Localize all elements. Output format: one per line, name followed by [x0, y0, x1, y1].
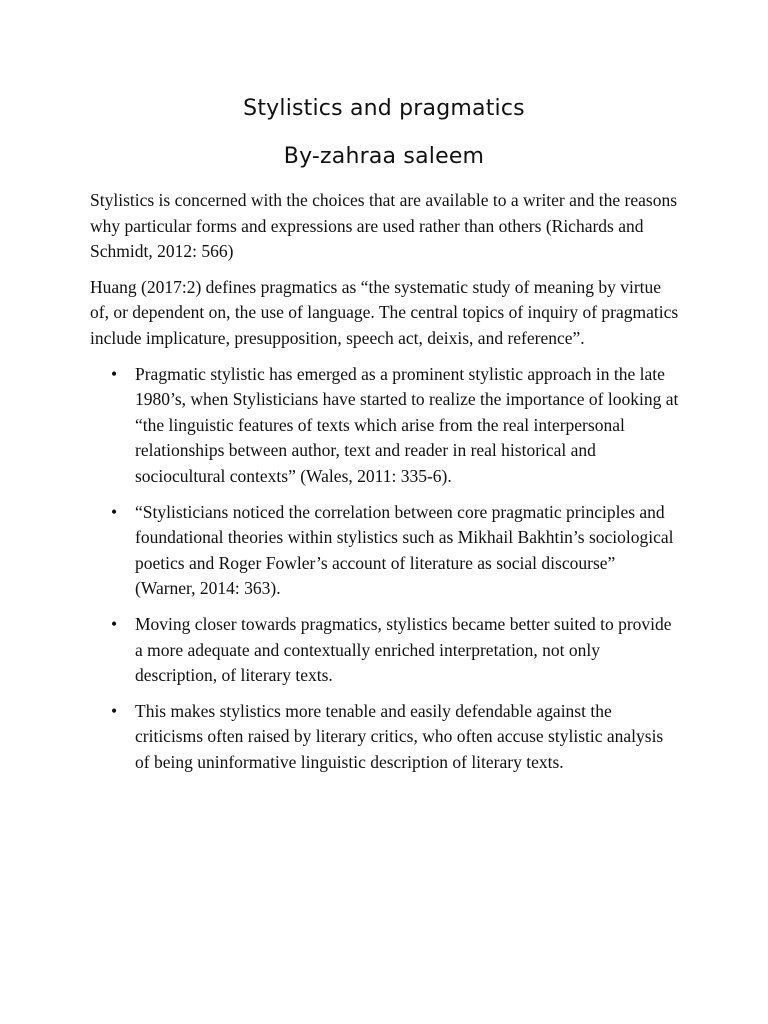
bullet-icon: •	[111, 700, 118, 721]
bullet-list	[90, 362, 680, 776]
bullet-text: Moving closer towards pragmatics, stylistics became better suited to provide a more adequate and contextually enriched interpretation, not only description, of literary texts.	[135, 613, 672, 686]
document-author: By-zahraa saleem	[283, 144, 485, 169]
bullet-icon: •	[111, 613, 118, 634]
bullet-item	[90, 362, 680, 490]
bullet-text: “Stylisticians noticed the correlation between core pragmatic principles and foundational theories within stylistics such as Mikhail Bakhtin’s sociological poetics and Roger Fowler’s account of literature as social discourse” (Warner, 2014: 363).	[135, 501, 674, 599]
bullet-item	[90, 500, 680, 602]
bullet-item	[90, 699, 680, 776]
paragraph-stylistics-definition: Stylistics is concerned with the choices that are available to a writer and the reasons why particular forms and expressions are used rather than others (Richards and Schmidt, 2012: 566)	[90, 190, 678, 262]
bullet-text: Pragmatic stylistic has emerged as a prominent stylistic approach in the late 1980’s, when Stylisticians have started to realize the importance of looking at “the linguistic features of texts which arise from the real interpersonal relationships between author, text and reader in real historical and sociocultural contexts” (Wales, 2011: 335-6).	[135, 363, 679, 486]
paragraph-pragmatics-definition: Huang (2017:2) defines pragmatics as “the systematic study of meaning by virtue of, or dependent on, the use of language. The central topics of inquiry of pragmatics include implicature, presupposition, speech act, deixis, and reference”.	[90, 276, 679, 348]
document-body	[90, 188, 680, 785]
bullet-item	[90, 612, 680, 689]
bullet-icon: •	[111, 501, 118, 522]
document-title: Stylistics and pragmatics	[243, 96, 525, 121]
bullet-text: This makes stylistics more tenable and easily defendable against the criticisms often raised by literary critics, who often accuse stylistic analysis of being uninformative linguistic description of literary texts.	[135, 700, 664, 772]
bullet-icon: •	[111, 363, 118, 384]
